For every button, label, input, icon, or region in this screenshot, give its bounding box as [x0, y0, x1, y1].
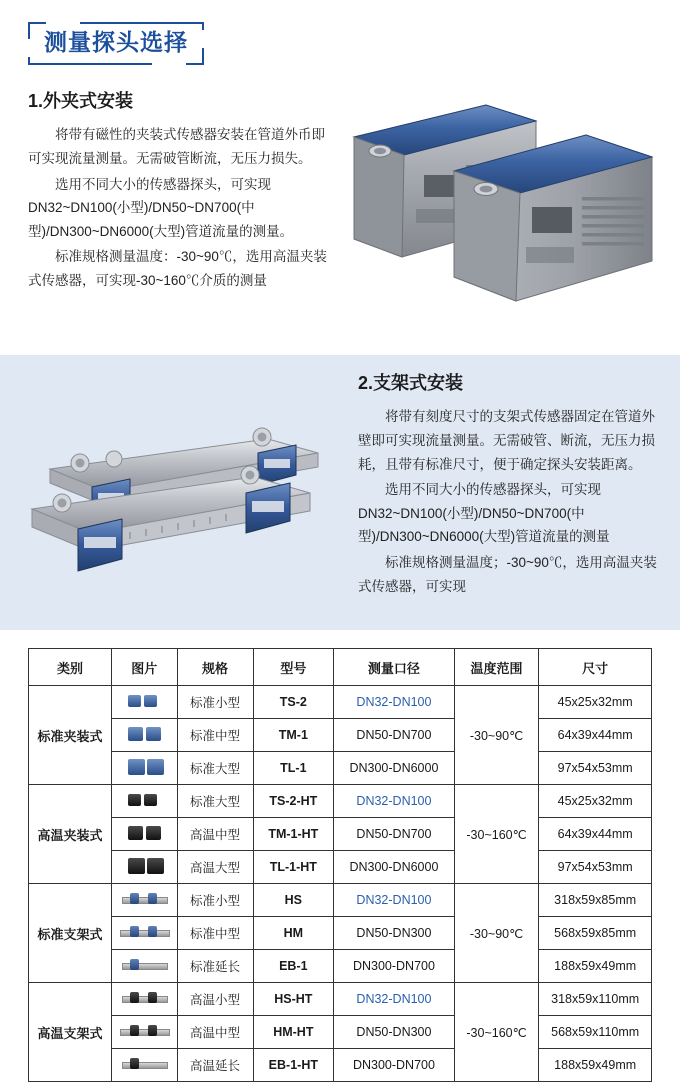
cell-category-2: 标准支架式: [29, 884, 112, 983]
cell-category-1: 高温夹装式: [29, 785, 112, 884]
cell-spec-0-2: 标准大型: [177, 752, 253, 785]
section-clamp-on: [0, 79, 680, 349]
cell-diameter-3-1: DN50-DN300: [334, 1016, 455, 1049]
cell-model-1-1: TM-1-HT: [253, 818, 334, 851]
clamp-ht-medium-icon: [120, 824, 168, 842]
spec-table-wrapper: [28, 648, 652, 1082]
clamp-medium-icon: [120, 725, 168, 743]
cell-size-0-1: 64x39x44mm: [539, 719, 652, 752]
section-rail-mount: [0, 355, 680, 630]
cell-diameter-3-2: DN300-DN700: [334, 1049, 455, 1082]
cell-size-1-0: 45x25x32mm: [539, 785, 652, 818]
cell-diameter-0-2: DN300-DN6000: [334, 752, 455, 785]
rail-mount-sensor-photo: [18, 405, 358, 595]
cell-size-2-1: 568x59x85mm: [539, 917, 652, 950]
cell-thumb-1-0: [112, 785, 177, 818]
cell-size-1-1: 64x39x44mm: [539, 818, 652, 851]
page-title: 测量探头选择: [44, 29, 188, 55]
cell-spec-3-0: 高温小型: [177, 983, 253, 1016]
cell-thumb-1-1: [112, 818, 177, 851]
section-rail-mount-heading: 2.支架式安装: [358, 373, 464, 394]
cell-temperature-2: -30~90℃: [454, 884, 539, 983]
cell-diameter-2-1: DN50-DN300: [334, 917, 455, 950]
cell-model-3-2: EB-1-HT: [253, 1049, 334, 1082]
spec-table: [28, 648, 652, 1082]
frame-notch-left: [27, 39, 33, 57]
cell-size-0-2: 97x54x53mm: [539, 752, 652, 785]
table-row: [29, 851, 652, 884]
cell-diameter-1-0: DN32-DN100: [334, 785, 455, 818]
section-rail-mount-paragraph-2: 选用不同大小的传感器探头，可实现DN32~DN100(小型)/DN50~DN700(中型)/DN300~DN6000(大型)管道流量的测量: [358, 482, 610, 545]
cell-diameter-0-0: DN32-DN100: [334, 686, 455, 719]
cell-model-1-0: TS-2-HT: [253, 785, 334, 818]
clamp-ht-small-icon: [120, 791, 168, 809]
cell-spec-2-0: 标准小型: [177, 884, 253, 917]
cell-thumb-3-1: [112, 1016, 177, 1049]
cell-diameter-2-2: DN300-DN700: [334, 950, 455, 983]
section-clamp-on-paragraph-3: 标准规格测量温度：-30~90℃，选用高温夹装式传感器，可实现-30~160℃介质的测量: [28, 249, 327, 289]
cell-size-3-2: 188x59x49mm: [539, 1049, 652, 1082]
section-clamp-on-paragraph-2: 选用不同大小的传感器探头，可实现DN32~DN100(小型)/DN50~DN700(中型)/DN300~DN6000(大型)管道流量的测量。: [28, 176, 294, 239]
cell-spec-0-1: 标准中型: [177, 719, 253, 752]
table-row: [29, 1016, 652, 1049]
cell-model-2-2: EB-1: [253, 950, 334, 983]
rail-extension-icon: [120, 956, 168, 974]
cell-spec-1-2: 高温大型: [177, 851, 253, 884]
cell-diameter-1-1: DN50-DN700: [334, 818, 455, 851]
cell-model-2-0: HS: [253, 884, 334, 917]
table-header-row: [29, 649, 652, 686]
cell-thumb-2-1: [112, 917, 177, 950]
rail-small-icon: [120, 890, 168, 908]
section-rail-mount-paragraph-1: 将带有刻度尺寸的支架式传感器固定在管道外壁即可实现流量测量。无需破管、断流，无压力损耗，且带有标准尺寸，便于确定探头安装距离。: [358, 409, 655, 472]
cell-model-2-1: HM: [253, 917, 334, 950]
header-spec: 规格: [177, 649, 253, 686]
table-row: [29, 785, 652, 818]
table-row: [29, 983, 652, 1016]
clamp-small-icon: [120, 692, 168, 710]
cell-size-3-1: 568x59x110mm: [539, 1016, 652, 1049]
table-row: [29, 1049, 652, 1082]
cell-model-0-1: TM-1: [253, 719, 334, 752]
header-model: 型号: [253, 649, 334, 686]
table-row: [29, 818, 652, 851]
cell-diameter-1-2: DN300-DN6000: [334, 851, 455, 884]
page-header: [28, 22, 204, 65]
cell-size-3-0: 318x59x110mm: [539, 983, 652, 1016]
cell-model-1-2: TL-1-HT: [253, 851, 334, 884]
header-image: 图片: [112, 649, 177, 686]
frame-notch-bottom: [152, 60, 186, 66]
cell-thumb-0-2: [112, 752, 177, 785]
cell-category-3: 高温支架式: [29, 983, 112, 1082]
cell-diameter-0-1: DN50-DN700: [334, 719, 455, 752]
cell-temperature-3: -30~160℃: [454, 983, 539, 1082]
rail-ht-medium-icon: [120, 1022, 168, 1040]
section-rail-mount-paragraph-3: 标准规格测量温度；-30~90℃，选用高温夹装式传感器，可实现: [358, 555, 657, 594]
cell-spec-0-0: 标准小型: [177, 686, 253, 719]
rail-ht-small-icon: [120, 989, 168, 1007]
cell-size-2-2: 188x59x49mm: [539, 950, 652, 983]
cell-thumb-3-2: [112, 1049, 177, 1082]
cell-spec-2-1: 标准中型: [177, 917, 253, 950]
cell-model-0-2: TL-1: [253, 752, 334, 785]
cell-spec-3-2: 高温延长: [177, 1049, 253, 1082]
frame-notch-top: [46, 21, 80, 27]
cell-temperature-1: -30~160℃: [454, 785, 539, 884]
table-row: [29, 917, 652, 950]
table-row: [29, 719, 652, 752]
section-clamp-on-heading: 1.外夹式安装: [28, 91, 134, 112]
cell-temperature-0: -30~90℃: [454, 686, 539, 785]
cell-thumb-1-2: [112, 851, 177, 884]
table-row: [29, 752, 652, 785]
cell-spec-3-1: 高温中型: [177, 1016, 253, 1049]
header-frame: [28, 22, 204, 65]
cell-size-1-2: 97x54x53mm: [539, 851, 652, 884]
cell-model-0-0: TS-2: [253, 686, 334, 719]
cell-thumb-2-2: [112, 950, 177, 983]
header-temperature: 温度范围: [454, 649, 539, 686]
frame-notch-right: [199, 30, 205, 48]
cell-thumb-3-0: [112, 983, 177, 1016]
cell-spec-2-2: 标准延长: [177, 950, 253, 983]
table-row: [29, 950, 652, 983]
section-clamp-on-paragraph-1: 将带有磁性的夹装式传感器安装在管道外币即可实现流量测量。无需破管断流，无压力损失。: [28, 127, 325, 166]
clamp-ht-large-icon: [120, 857, 168, 875]
table-row: [29, 884, 652, 917]
rail-ht-extension-icon: [120, 1055, 168, 1073]
header-size: 尺寸: [539, 649, 652, 686]
section-rail-mount-text: [358, 369, 658, 600]
cell-thumb-0-1: [112, 719, 177, 752]
cell-diameter-3-0: DN32-DN100: [334, 983, 455, 1016]
clamp-large-icon: [120, 758, 168, 776]
table-row: [29, 686, 652, 719]
cell-category-0: 标准夹装式: [29, 686, 112, 785]
rail-medium-icon: [120, 923, 168, 941]
cell-size-2-0: 318x59x85mm: [539, 884, 652, 917]
cell-model-3-1: HM-HT: [253, 1016, 334, 1049]
header-category: 类别: [29, 649, 112, 686]
header-diameter: 测量口径: [334, 649, 455, 686]
cell-size-0-0: 45x25x32mm: [539, 686, 652, 719]
section-clamp-on-text: [28, 87, 328, 294]
cell-diameter-2-0: DN32-DN100: [334, 884, 455, 917]
cell-spec-1-1: 高温中型: [177, 818, 253, 851]
clamp-on-sensor-photo: [336, 79, 666, 329]
cell-thumb-2-0: [112, 884, 177, 917]
cell-model-3-0: HS-HT: [253, 983, 334, 1016]
cell-thumb-0-0: [112, 686, 177, 719]
cell-spec-1-0: 标准大型: [177, 785, 253, 818]
